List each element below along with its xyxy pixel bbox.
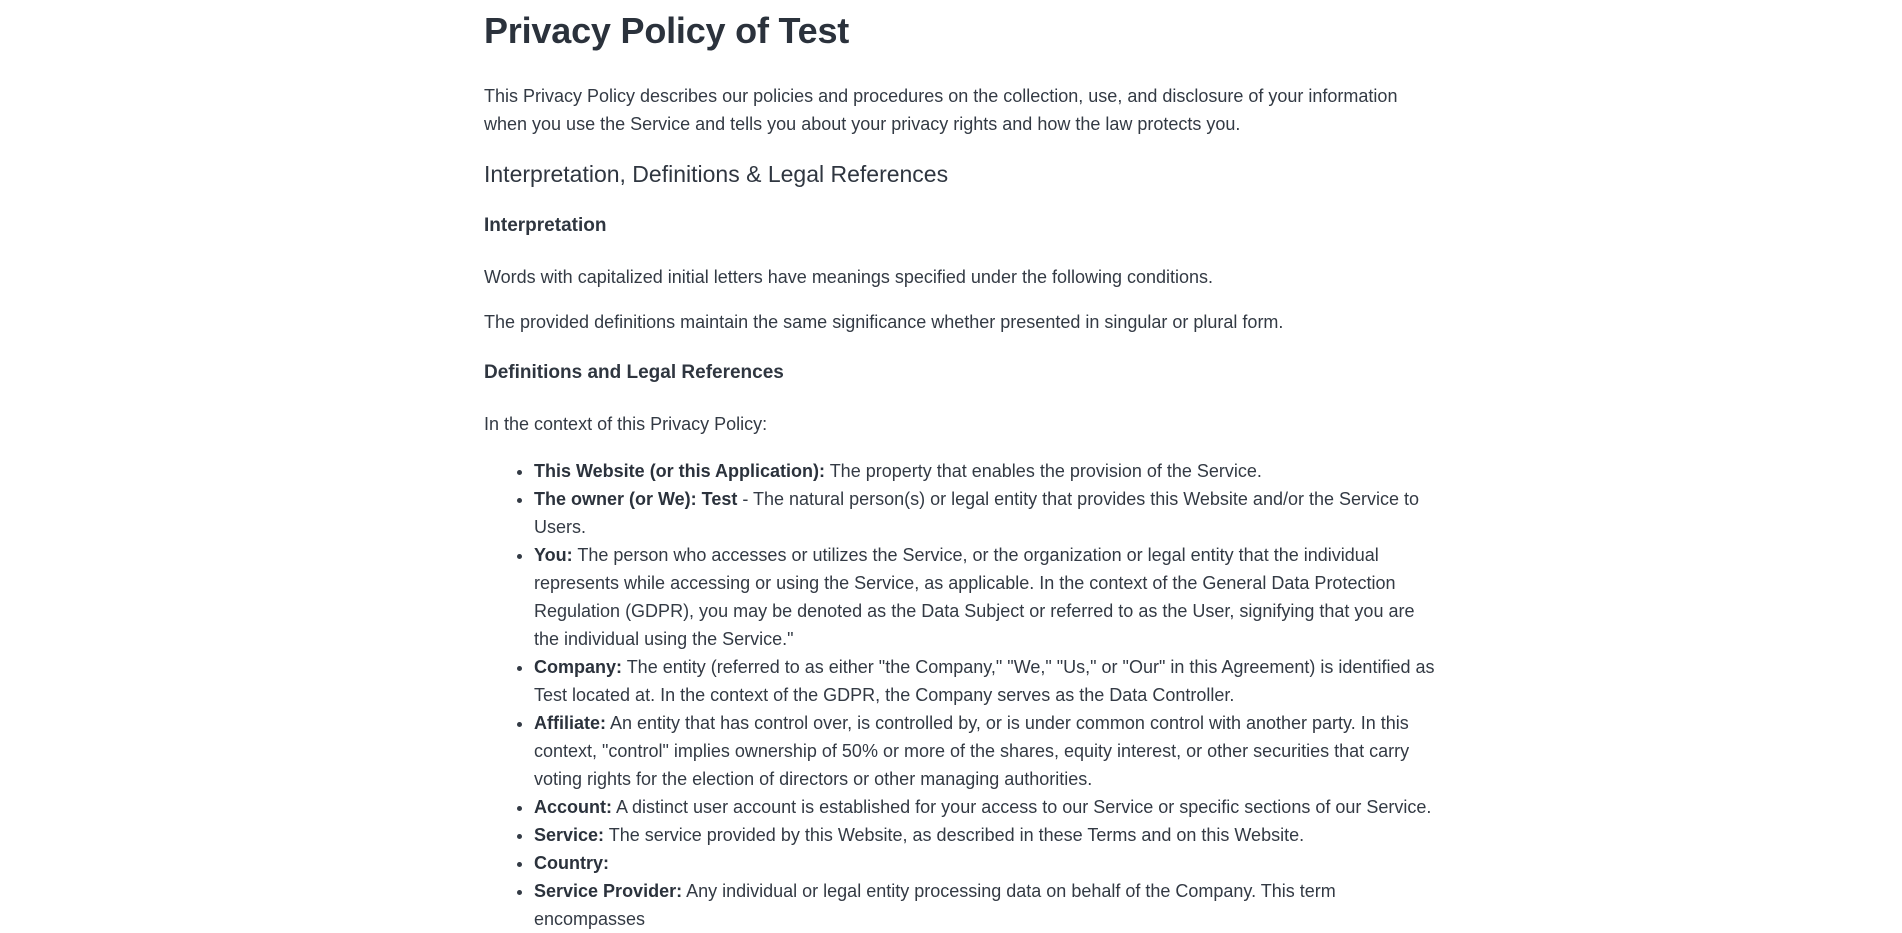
definitions-heading: Definitions and Legal References	[484, 362, 784, 383]
page-title: Privacy Policy of Test	[484, 10, 850, 51]
intro-paragraph: This Privacy Policy describes our policies and procedures on the collection, use, and disclosure of your information when you use the Service and tells you about your privacy rights and how the law protects you.	[484, 86, 1398, 134]
definition-term: This Website (or this Application):	[534, 461, 826, 481]
definition-text: - The natural person(s) or legal entity that provides this Website and/or the Service to Users.	[534, 489, 1420, 537]
definition-term: Account:	[534, 797, 612, 817]
list-item	[534, 877, 1440, 933]
list-item	[534, 793, 1440, 821]
definition-term: Service:	[534, 825, 605, 845]
list-item	[534, 457, 1440, 485]
list-item	[534, 821, 1440, 849]
list-item	[534, 653, 1440, 709]
definition-text: The property that enables the provision of the Service.	[825, 461, 1262, 481]
policy-document	[484, 0, 1444, 933]
list-item	[534, 709, 1440, 793]
definition-text: Any individual or legal entity processing data on behalf of the Company. This term encompasses	[534, 881, 1336, 929]
definition-term: Company:	[534, 657, 623, 677]
definition-term: You:	[534, 545, 573, 565]
list-item	[534, 849, 1440, 877]
definitions-lead: In the context of this Privacy Policy:	[484, 414, 768, 434]
definition-term: Service Provider:	[534, 881, 683, 901]
definition-text: The service provided by this Website, as described in these Terms and on this Website.	[604, 825, 1305, 845]
definition-text: The person who accesses or utilizes the Service, or the organization or legal entity that the individual represents while accessing or using the Service, as applicable. In the context of the General Data Protection Regulation (GDPR), you may be denoted as the Data Subject or referred to as the User, signifying that you are the individual using the Service."	[534, 545, 1415, 649]
definition-term: The owner (or We): Test	[534, 489, 738, 509]
definitions-list	[484, 457, 1440, 933]
definition-term: Country:	[534, 853, 609, 873]
section-heading: Interpretation, Definitions & Legal References	[484, 161, 949, 187]
definition-text: A distinct user account is established for your access to our Service or specific sections of our Service.	[612, 797, 1432, 817]
definition-term: Affiliate:	[534, 713, 606, 733]
list-item	[534, 485, 1440, 541]
interpretation-heading: Interpretation	[484, 215, 607, 236]
definition-text: An entity that has control over, is controlled by, or is under common control with another party. In this context, "control" implies ownership of 50% or more of the shares, equity interest, or other securities that carry voting rights for the election of directors or other managing authorities.	[534, 713, 1410, 789]
interpretation-paragraph: Words with capitalized initial letters have meanings specified under the following conditions.	[484, 267, 1214, 287]
interpretation-paragraph: The provided definitions maintain the same significance whether presented in singular or plural form.	[484, 312, 1284, 332]
definition-text: The entity (referred to as either "the Company," "We," "Us," or "Our" in this Agreement) is identified as Test located at. In the context of the GDPR, the Company serves as the Data Controller.	[534, 657, 1435, 705]
list-item	[534, 541, 1440, 653]
